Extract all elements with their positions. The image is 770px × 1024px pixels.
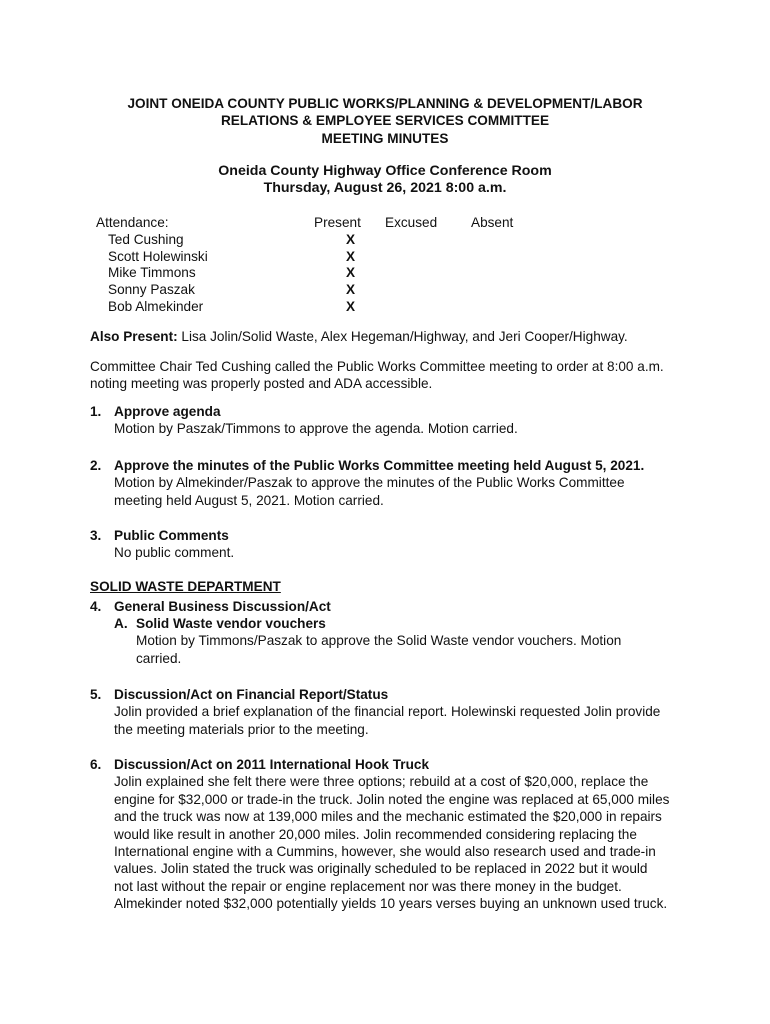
agenda-item-3 [90,527,690,562]
item-text-line: and the truck was now at 139,000 miles and the mechanic estimated the $20,000 in repairs [114,809,662,825]
item-number: 4. [90,599,102,614]
column-present: Present [314,215,361,230]
agenda-subitem-4a [114,615,690,667]
item-text-line: Jolin provided a brief explanation of the financial report. Holewinski requested Jolin provide [114,704,661,720]
member-name: Bob Almekinder [108,299,204,314]
department-heading: SOLID WASTE DEPARTMENT [90,579,281,594]
agenda-item-6 [90,756,690,913]
item-heading: Approve the minutes of the Public Works Committee meeting held August 5, 2021. [114,458,645,473]
agenda-item-1 [90,403,690,438]
item-number: 5. [90,687,102,702]
also-present [90,328,690,345]
attendance-table [96,214,696,314]
attendance-label: Attendance: [96,215,169,230]
item-text-line: the meeting materials prior to the meeting. [114,721,369,737]
agenda-item-2 [90,457,690,509]
present-mark: X [346,282,356,297]
item-text-line: not last without the repair or engine replacement nor was there money in the budget. [114,878,622,894]
present-mark: X [346,265,356,280]
title-line: JOINT ONEIDA COUNTY PUBLIC WORKS/PLANNING & DEVELOPMENT/LABOR [127,96,643,111]
member-name: Sonny Paszak [108,282,195,297]
item-text-line: would like result in another 20,000 miles. Jolin recommended considering replacing the [114,826,637,842]
meeting-location: Oneida County Highway Office Conference Room [218,163,552,179]
title-line: RELATIONS & EMPLOYEE SERVICES COMMITTEE [220,113,550,129]
column-excused: Excused [385,215,438,230]
subitem-letter: A. [114,616,128,631]
opening-paragraph [90,358,690,393]
item-heading: Public Comments [114,528,229,543]
item-heading: Approve agenda [114,404,221,419]
member-name: Scott Holewinski [108,249,208,264]
item-heading: General Business Discussion/Act [114,599,331,614]
subitem-text-line: Motion by Timmons/Paszak to approve the Solid Waste vendor vouchers. Motion [136,633,622,649]
item-number: 3. [90,528,102,543]
also-present-label: Also Present: [90,329,178,344]
subitem-text-line: carried. [136,650,182,666]
member-name: Ted Cushing [108,232,184,247]
item-heading: Discussion/Act on Financial Report/Status [114,687,389,702]
item-number: 6. [90,757,102,772]
subitem-heading: Solid Waste vendor vouchers [136,616,326,631]
present-mark: X [346,299,356,314]
item-text-line: meeting held August 5, 2021. Motion carried. [114,492,384,508]
member-name: Mike Timmons [108,265,196,280]
document-title [0,95,770,147]
item-text-line: Motion by Paszak/Timmons to approve the agenda. Motion carried. [114,421,518,437]
present-mark: X [346,249,356,264]
item-text-line: values. Jolin stated the truck was originally scheduled to be replaced in 2022 but it would [114,861,648,877]
paragraph-line: noting meeting was properly posted and ADA accessible. [90,376,433,392]
item-text-line: Motion by Almekinder/Paszak to approve the minutes of the Public Works Committee [114,475,625,491]
present-mark: X [346,232,356,247]
item-number: 2. [90,458,102,473]
meeting-info [0,163,770,198]
item-number: 1. [90,404,102,419]
title-line: MEETING MINUTES [321,130,449,146]
paragraph-line: Committee Chair Ted Cushing called the Public Works Committee meeting to order at 8:00 a.m. [90,359,664,374]
column-absent: Absent [471,215,514,230]
item-text-line: Jolin explained she felt there were three options; rebuild at a cost of $20,000, replace the [114,774,649,790]
agenda-item-5 [90,686,690,738]
item-text-line: engine for $32,000 or trade-in the truck. Jolin noted the engine was replaced at 65,000 miles [114,791,670,807]
item-text-line: International engine with a Cummins, however, she would also research used and trade-in [114,844,656,860]
also-present-text: Lisa Jolin/Solid Waste, Alex Hegeman/Highway, and Jeri Cooper/Highway. [177,329,628,344]
item-heading: Discussion/Act on 2011 International Hook Truck [114,757,430,772]
agenda-item-4 [90,598,690,615]
meeting-datetime: Thursday, August 26, 2021 8:00 a.m. [263,180,507,197]
item-text-line: Almekinder noted $32,000 potentially yields 10 years verses buying an unknown used truck. [114,896,668,912]
item-text-line: No public comment. [114,545,235,561]
